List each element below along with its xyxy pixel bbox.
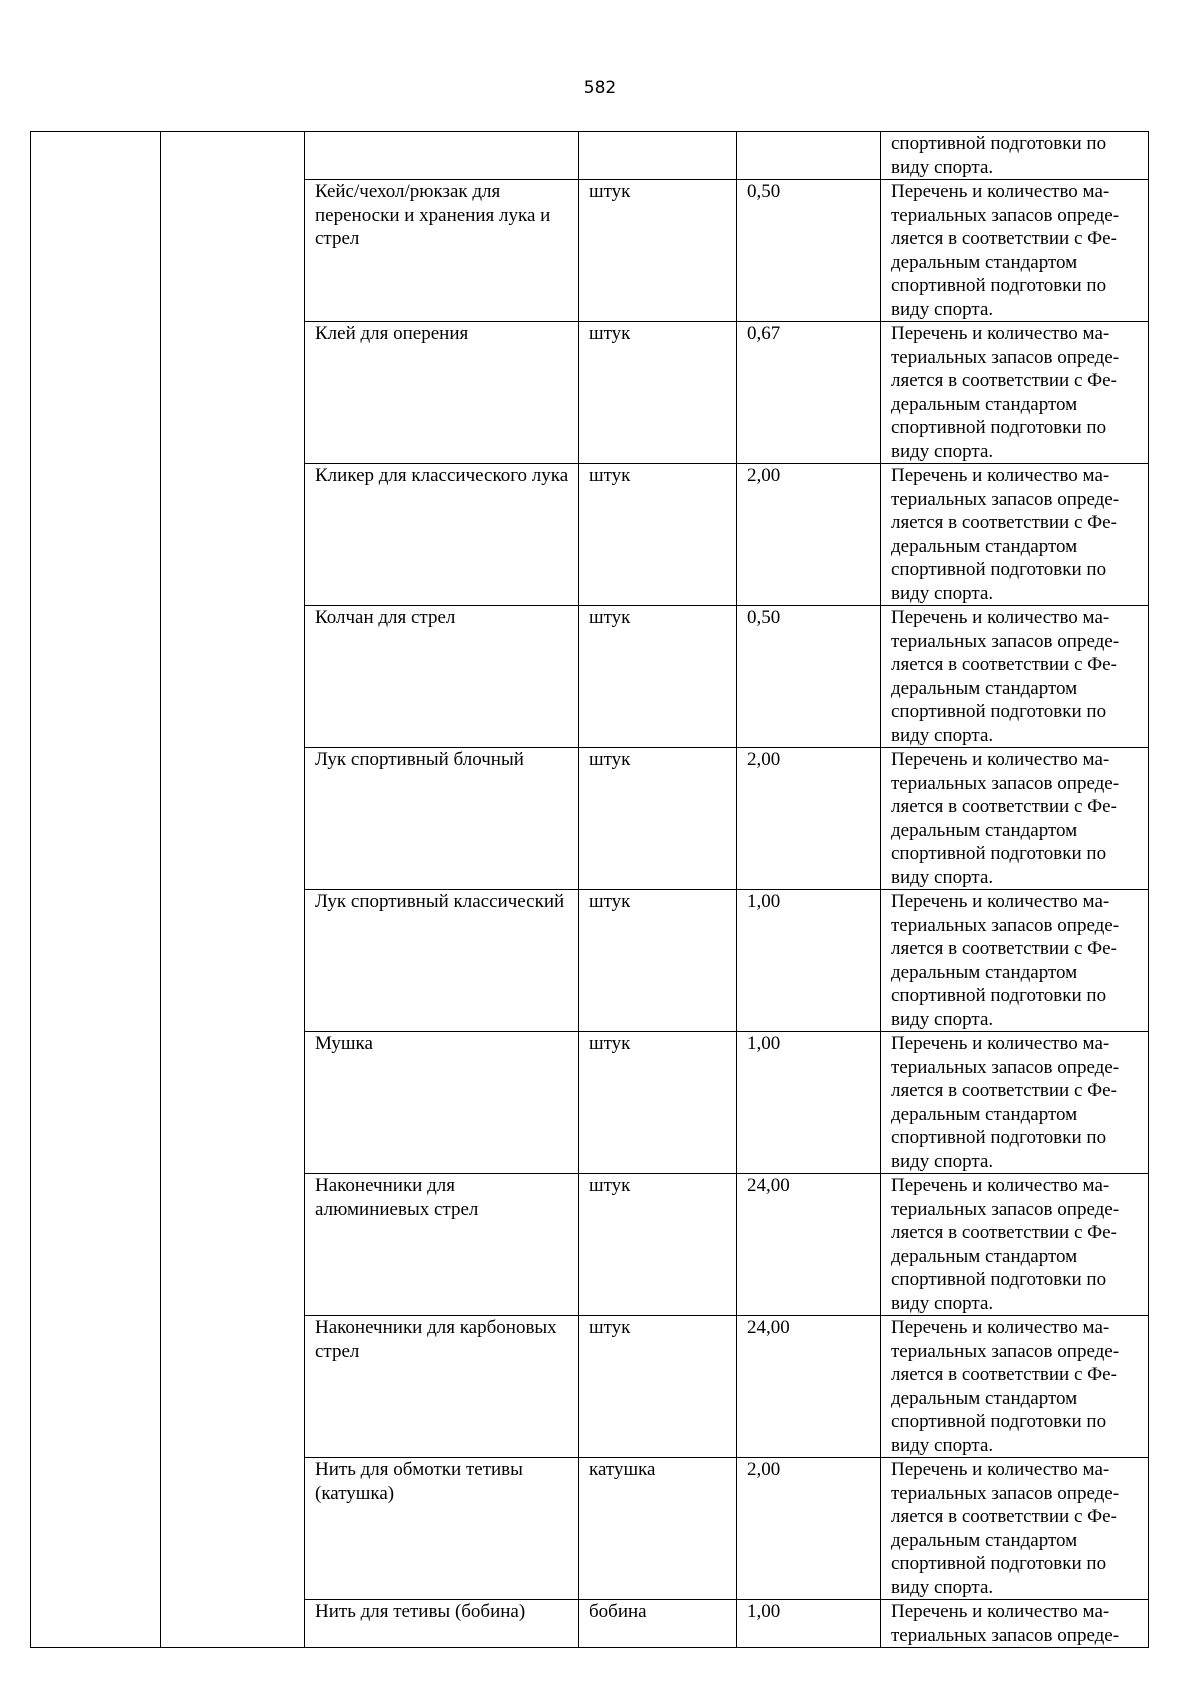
- item-quantity: 0,50: [747, 181, 781, 202]
- item-quantity: 1,00: [747, 1033, 781, 1054]
- item-unit: штук: [589, 465, 631, 486]
- item-unit-cell: [579, 1032, 737, 1174]
- item-unit-cell: [579, 606, 737, 748]
- item-name: Лук спортивный блочный: [315, 749, 524, 770]
- item-note: Перечень и количество ма- териальных запасов опреде- ляется в соответствии с Фе- деральным стандартом спортивной подготовки по виду спорта.: [891, 1459, 1120, 1598]
- merged-cell-col2: [161, 132, 305, 1648]
- item-unit-cell: [579, 1600, 737, 1648]
- item-unit: штук: [589, 607, 631, 628]
- item-name: Лук спортивный классический: [315, 891, 565, 912]
- item-unit-cell: [579, 890, 737, 1032]
- item-name: Наконечники для алюминиевых стрел: [315, 1175, 479, 1220]
- item-name: Кейс/чехол/рюкзак для переноски и хранения лука и стрел: [315, 181, 551, 249]
- item-name-cell: [305, 1458, 579, 1600]
- item-quantity-cell: [737, 322, 881, 464]
- item-note: Перечень и количество ма- териальных запасов опреде- ляется в соответствии с Фе- деральным стандартом спортивной подготовки по виду спорта.: [891, 181, 1120, 320]
- item-note: Перечень и количество ма- териальных запасов опреде-: [891, 1601, 1120, 1646]
- item-quantity-cell: [737, 1174, 881, 1316]
- item-name: Нить для тетивы (бобина): [315, 1601, 526, 1622]
- item-note: Перечень и количество ма- териальных запасов опреде- ляется в соответствии с Фе- деральным стандартом спортивной подготовки по виду спорта.: [891, 1033, 1120, 1172]
- item-quantity: 2,00: [747, 749, 781, 770]
- item-note-cell: [881, 1458, 1149, 1600]
- item-quantity-cell: [737, 748, 881, 890]
- table-body: [31, 132, 1149, 1648]
- table-row-continued: [31, 132, 1149, 180]
- item-name: Клей для оперения: [315, 323, 469, 344]
- item-quantity-cell: [737, 132, 881, 180]
- item-unit-cell: [579, 1316, 737, 1458]
- item-quantity: 0,67: [747, 323, 781, 344]
- item-unit: катушка: [589, 1459, 656, 1480]
- item-quantity-cell: [737, 1032, 881, 1174]
- item-unit: бобина: [589, 1601, 647, 1622]
- item-note: Перечень и количество ма- териальных запасов опреде- ляется в соответствии с Фе- деральным стандартом спортивной подготовки по виду спорта.: [891, 749, 1120, 888]
- item-name: Нить для обмотки тетивы (катушка): [315, 1459, 523, 1504]
- item-unit: штук: [589, 749, 631, 770]
- item-quantity: 24,00: [747, 1317, 790, 1338]
- item-note-cell: [881, 606, 1149, 748]
- item-unit: штук: [589, 323, 631, 344]
- item-unit: штук: [589, 1033, 631, 1054]
- item-note-cell: [881, 1600, 1149, 1648]
- item-note-cell: [881, 890, 1149, 1032]
- item-name-cell: [305, 1316, 579, 1458]
- page-number: 582: [583, 78, 617, 98]
- item-name-cell: [305, 748, 579, 890]
- item-name: Мушка: [315, 1033, 373, 1054]
- item-quantity-cell: [737, 180, 881, 322]
- item-quantity-cell: [737, 1316, 881, 1458]
- item-note-cell: [881, 1174, 1149, 1316]
- item-unit: штук: [589, 181, 631, 202]
- item-note: спортивной подготовки по виду спорта.: [891, 133, 1107, 178]
- item-quantity: 2,00: [747, 465, 781, 486]
- item-quantity: 1,00: [747, 891, 781, 912]
- item-name-cell: [305, 1600, 579, 1648]
- item-name-cell: [305, 322, 579, 464]
- item-note: Перечень и количество ма- териальных запасов опреде- ляется в соответствии с Фе- деральным стандартом спортивной подготовки по виду спорта.: [891, 891, 1120, 1030]
- item-unit: штук: [589, 1175, 631, 1196]
- item-name-cell: [305, 1032, 579, 1174]
- item-name: Наконечники для карбоновых стрел: [315, 1317, 557, 1362]
- item-unit-cell: [579, 1174, 737, 1316]
- item-note-cell: [881, 132, 1149, 180]
- item-quantity-cell: [737, 890, 881, 1032]
- item-name-cell: [305, 606, 579, 748]
- item-unit-cell: [579, 132, 737, 180]
- item-name-cell: [305, 180, 579, 322]
- equipment-table: [30, 131, 1149, 1648]
- item-unit-cell: [579, 748, 737, 890]
- item-name-cell: [305, 464, 579, 606]
- item-unit: штук: [589, 1317, 631, 1338]
- item-quantity: 0,50: [747, 607, 781, 628]
- item-quantity: 1,00: [747, 1601, 781, 1622]
- item-unit-cell: [579, 180, 737, 322]
- item-note: Перечень и количество ма- териальных запасов опреде- ляется в соответствии с Фе- деральным стандартом спортивной подготовки по виду спорта.: [891, 465, 1120, 604]
- item-quantity-cell: [737, 464, 881, 606]
- item-quantity-cell: [737, 1600, 881, 1648]
- item-quantity-cell: [737, 1458, 881, 1600]
- item-name: Колчан для стрел: [315, 607, 456, 628]
- item-note: Перечень и количество ма- териальных запасов опреде- ляется в соответствии с Фе- деральным стандартом спортивной подготовки по виду спорта.: [891, 323, 1120, 462]
- item-note-cell: [881, 1032, 1149, 1174]
- item-name-cell: [305, 132, 579, 180]
- item-note-cell: [881, 322, 1149, 464]
- item-unit-cell: [579, 464, 737, 606]
- item-note-cell: [881, 1316, 1149, 1458]
- item-quantity: 2,00: [747, 1459, 781, 1480]
- item-note: Перечень и количество ма- териальных запасов опреде- ляется в соответствии с Фе- деральным стандартом спортивной подготовки по виду спорта.: [891, 1317, 1120, 1456]
- item-quantity-cell: [737, 606, 881, 748]
- item-note-cell: [881, 464, 1149, 606]
- item-name: Кликер для классического лука: [315, 465, 569, 486]
- merged-cell-col1: [31, 132, 161, 1648]
- item-note: Перечень и количество ма- териальных запасов опреде- ляется в соответствии с Фе- деральным стандартом спортивной подготовки по виду спорта.: [891, 1175, 1120, 1314]
- item-unit: штук: [589, 891, 631, 912]
- item-note-cell: [881, 180, 1149, 322]
- item-unit-cell: [579, 322, 737, 464]
- item-name-cell: [305, 1174, 579, 1316]
- item-name-cell: [305, 890, 579, 1032]
- item-note-cell: [881, 748, 1149, 890]
- item-unit-cell: [579, 1458, 737, 1600]
- item-quantity: 24,00: [747, 1175, 790, 1196]
- item-note: Перечень и количество ма- териальных запасов опреде- ляется в соответствии с Фе- деральным стандартом спортивной подготовки по виду спорта.: [891, 607, 1120, 746]
